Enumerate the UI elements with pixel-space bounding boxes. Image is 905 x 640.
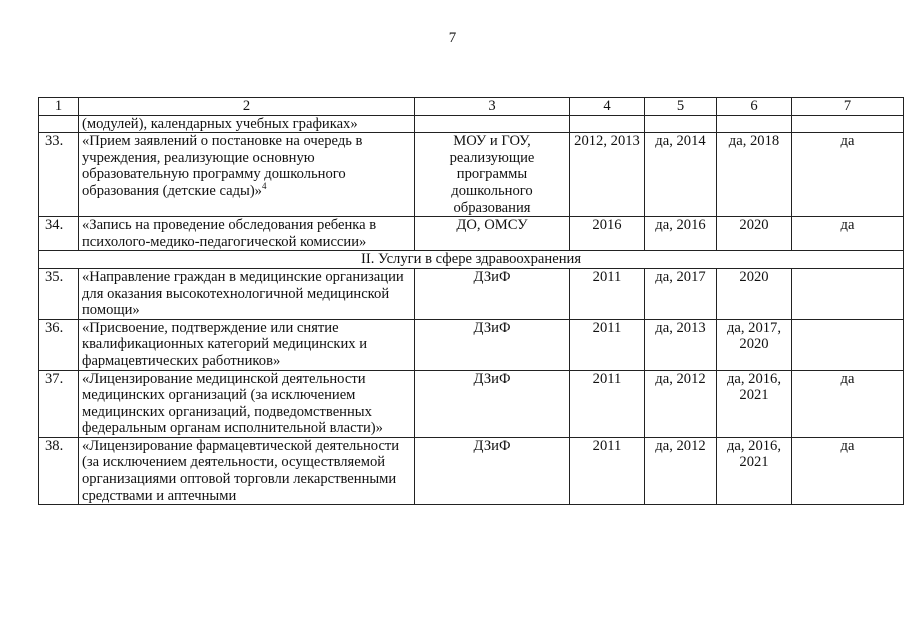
col7-value [792,268,904,319]
col7-value: да [792,217,904,251]
table-row [39,370,904,437]
col7-value [792,319,904,370]
table-row [39,217,904,251]
header-cell: 1 [39,98,79,116]
year: 2011 [570,268,645,319]
service-name: «Присвоение, подтверждение или снятие квалификационных категорий медицинских и фармацевтических работников» [79,319,415,370]
year: 2011 [570,319,645,370]
year: 2011 [570,437,645,504]
service-name: «Лицензирование медицинской деятельности медицинских организаций (за исключением медицинских организаций, подведомственных федеральным органам исполнительной власти)» [79,370,415,437]
row-number: 38. [39,437,79,504]
header-cell: 4 [570,98,645,116]
table-row [39,268,904,319]
organization: ДО, ОМСУ [415,217,570,251]
col6-value: да, 2016, 2021 [717,370,792,437]
organization: ДЗиФ [415,437,570,504]
header-cell: 3 [415,98,570,116]
table-row [39,133,904,217]
row-number: 35. [39,268,79,319]
row-number: 34. [39,217,79,251]
table-row [39,319,904,370]
continuation-row [39,115,904,133]
footnote-marker: 4 [261,181,267,192]
organization: ДЗиФ [415,268,570,319]
service-name: «Запись на проведение обследования ребенка в психолого-медико-педагогической комиссии» [79,217,415,251]
table-header-row [39,98,904,116]
year: 2012, 2013 [570,133,645,217]
col6-value: да, 2018 [717,133,792,217]
col5-value: да, 2012 [645,370,717,437]
organization: ДЗиФ [415,370,570,437]
header-cell: 5 [645,98,717,116]
service-name: «Лицензирование фармацевтической деятельности (за исключением деятельности, осуществляемой организациями оптовой торговли лекарственными средствами и аптечными [79,437,415,504]
col6-value: да, 2017, 2020 [717,319,792,370]
row-number: 37. [39,370,79,437]
year: 2011 [570,370,645,437]
col5-value: да, 2012 [645,437,717,504]
row-number: 36. [39,319,79,370]
col6-value: да, 2016, 2021 [717,437,792,504]
year: 2016 [570,217,645,251]
section-title: II. Услуги в сфере здравоохранения [39,251,904,269]
col5-value: да, 2013 [645,319,717,370]
col5-value: да, 2016 [645,217,717,251]
organization: МОУ и ГОУ, реализующие программы дошкольного образования [415,133,570,217]
header-cell: 2 [79,98,415,116]
header-cell: 6 [717,98,792,116]
col7-value: да [792,133,904,217]
organization: ДЗиФ [415,319,570,370]
continuation-text: (модулей), календарных учебных графиках» [79,115,415,133]
service-name [79,133,415,217]
col5-value: да, 2017 [645,268,717,319]
table-row [39,437,904,504]
service-name-text: «Прием заявлений о постановке на очередь в учреждения, реализующие основную образовательную программу дошкольного образования (детские сады)» [82,133,363,199]
col6-value: 2020 [717,217,792,251]
row-number: 33. [39,133,79,217]
section-row [39,251,904,269]
col7-value: да [792,370,904,437]
header-cell: 7 [792,98,904,116]
service-name: «Направление граждан в медицинские организации для оказания высокотехнологичной медицинской помощи» [79,268,415,319]
col7-value: да [792,437,904,504]
col6-value: 2020 [717,268,792,319]
col5-value: да, 2014 [645,133,717,217]
page-number: 7 [448,30,457,46]
services-table [38,97,904,505]
